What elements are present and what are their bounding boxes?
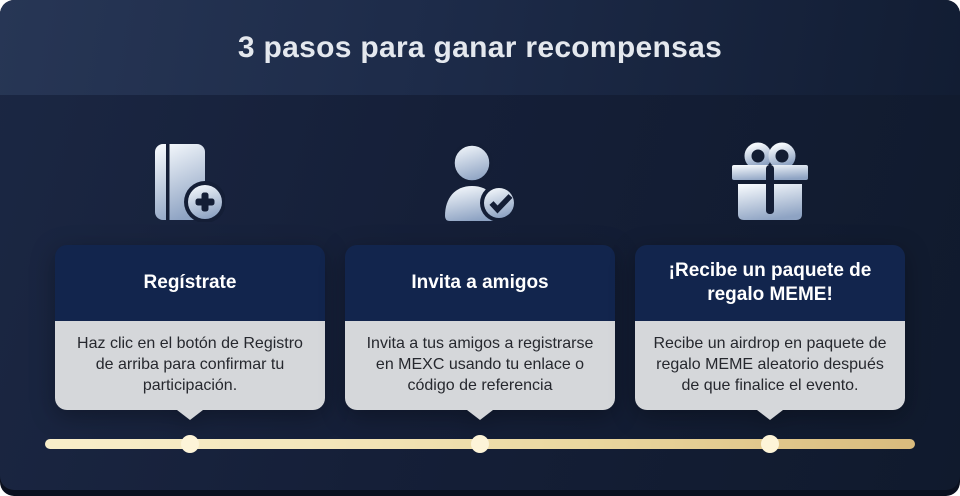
step-description: Haz clic en el botón de Registro de arriba para confirmar tu participación. <box>55 321 325 410</box>
step-heading: Invita a amigos <box>345 245 615 321</box>
step-card-invite <box>345 245 615 420</box>
register-book-plus-icon <box>55 140 325 224</box>
timeline-dot-3 <box>761 435 779 453</box>
gift-box-icon <box>635 140 905 224</box>
step-heading: ¡Recibe un paquete de regalo MEME! <box>635 245 905 321</box>
card-pointer <box>467 410 493 420</box>
step-column-register <box>55 95 325 490</box>
timeline-dot-1 <box>181 435 199 453</box>
step-description: Invita a tus amigos a registrarse en MEXC usando tu enlace o código de referencia <box>345 321 615 410</box>
step-description: Recibe un airdrop en paquete de regalo MEME aleatorio después de que finalice el evento. <box>635 321 905 410</box>
title-band <box>0 0 960 95</box>
invite-friend-check-icon <box>345 140 615 224</box>
card-pointer <box>177 410 203 420</box>
timeline-dot-2 <box>471 435 489 453</box>
card-pointer <box>757 410 783 420</box>
step-column-reward <box>635 95 905 490</box>
step-heading: Regístrate <box>55 245 325 321</box>
step-card-register <box>55 245 325 420</box>
page-title: 3 pasos para ganar recompensas <box>237 30 723 64</box>
step-card-reward <box>635 245 905 420</box>
step-column-invite <box>345 95 615 490</box>
